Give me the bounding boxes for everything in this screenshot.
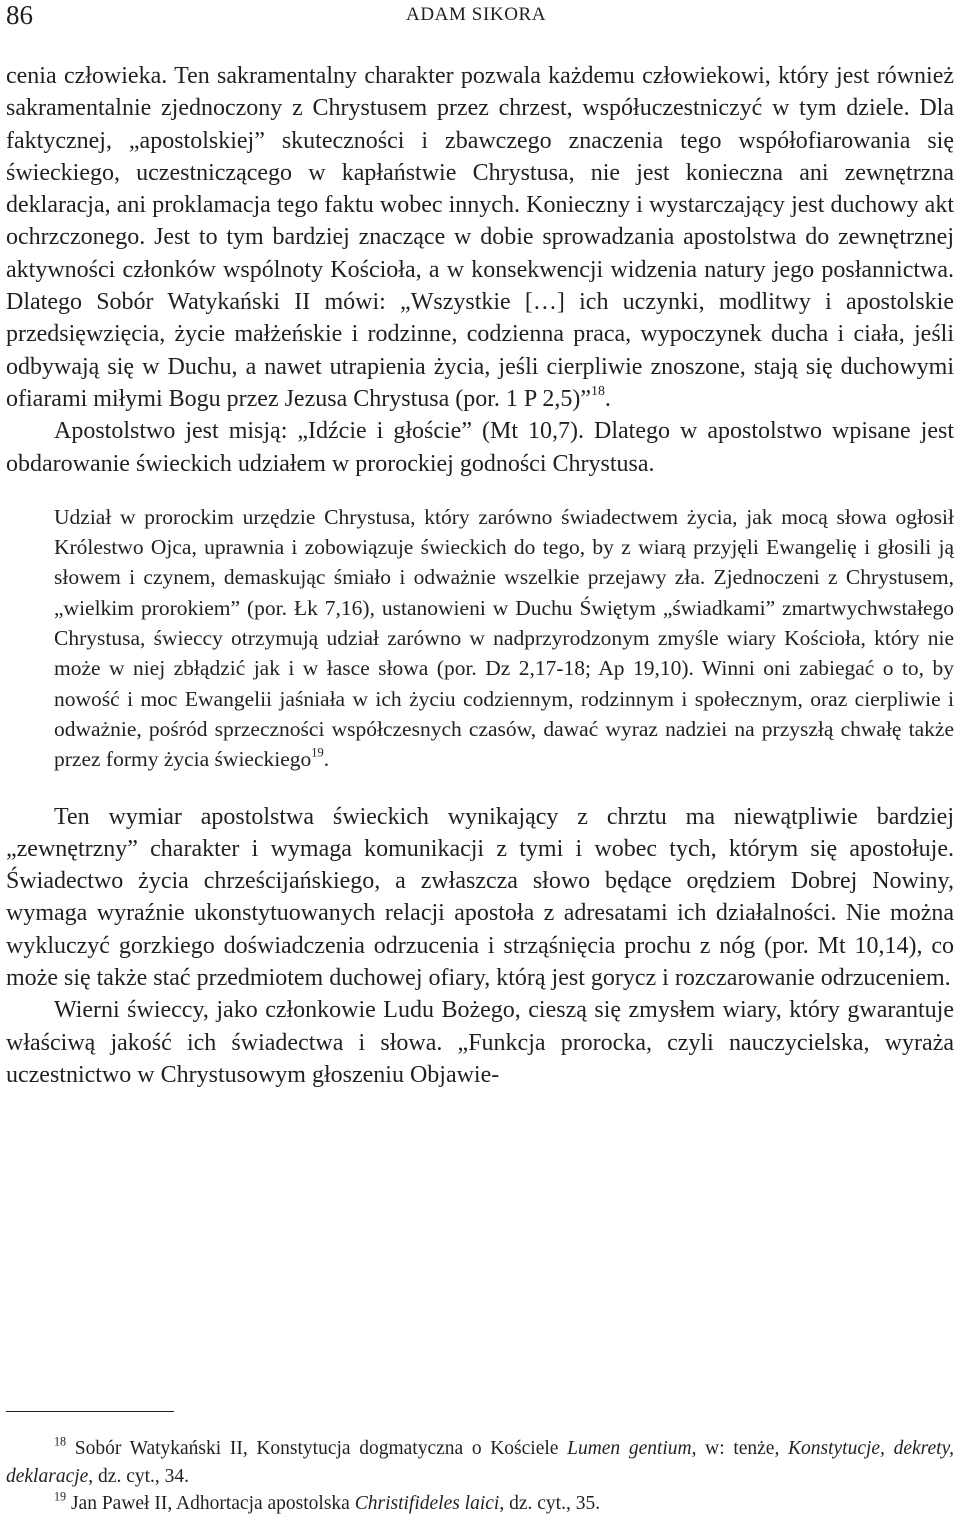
footnote-18-title-2: Konstytucje, dekrety, deklaracje bbox=[6, 1438, 955, 1487]
running-head: ADAM SIKORA bbox=[406, 4, 547, 25]
footnote-ref-19[interactable]: 19 bbox=[311, 745, 324, 760]
page-number: 86 bbox=[6, 0, 33, 30]
paragraph-1: cenia człowieka. Ten sakramentalny charakter pozwala każdemu człowiekowi, który jest również sakramentalnie zjednoczony z Chrystusem przez chrzest, współuczestniczyć w tym dziele. Dla faktycznej, „apostolskiej” skuteczności i zbawczego znaczenia tego współofiarowania się świeckiego, uczestniczącego w kapłaństwie Chrystusa, nie jest konieczna ani zewnętrzna deklaracja, ani proklamacja tego faktu wobec innych. Konieczny i wystarczający jest duchowy akt ochrzczonego. Jest to tym bardziej znaczące w dobie sprowadzania apostolstwa do zewnętrznej aktywności członków wspólnoty Kościoła, a w konsekwencji widzenia natury jego posłannictwa. Dlatego Sobór Watykański II mówi: „Wszystkie […] ich uczynki, modlitwy i apostolskie przedsięwzięcia, życie małżeńskie i rodzinne, codzienna praca, wypoczynek ducha i ciała, jeśli odbywają się w Duchu, a nawet utrapienia życia, jeśli cierpliwie znoszone, stają się duchowymi ofiarami miłymi Bogu przez Jezusa Chrystusa (por. 1 P 2,5)”$^{18}$. bbox=[6, 63, 954, 412]
footnote-19 bbox=[6, 1490, 954, 1518]
paragraph-4: Wierni świeccy, jako członkowie Ludu Bożego, cieszą się zmysłem wiary, który gwarantuje właściwą jakość ich świadectwa i słowa. „Funkcja prorocka, czyli nauczycielska, wyraża uczestnictwo w Chrystusowym głoszeniu Objawie- bbox=[6, 997, 954, 1088]
footnote-18-number: 18 bbox=[54, 1434, 67, 1449]
footnote-18-text-a: Sobór Watykański II, Konstytucja dogmatyczna o Kościele bbox=[74, 1438, 568, 1459]
block-quote-text: Udział w prorockim urzędzie Chrystusa, który zarówno świadectwem życia, jak mocą słowa ogłosił Królestwo Ojca, uprawnia i zobowiązuje świeckich do tego, by z wiarą przyjęli Ewangelię i głosili ją słowem i czynem, demaskując śmiało i odważnie wszelkie przejawy zła. Zjednoczeni z Chrystusem, „wielkim prorokiem” (por. Łk 7,16), ustanowieni w Duchu Świętym „świadkami” zmartwychwstałego Chrystusa, świeccy otrzymują udział zarówno w nadprzyrodzonym zmyśle wiary Kościoła, który nie może w niej zbłądzić jak i w łasce słowa (por. Dz 2,17-18; Ap 19,10). Winni oni zabiegać o to, by nowość i moc Ewangelii jaśniała w ich życiu codziennym, rodzinnym i społecznym, oraz cierpliwie i odważnie, pośród sprzeczności współczesnych czasów, dawać wyraz nadziei na przyszłą chwałę także przez formy życia świeckiego bbox=[54, 504, 954, 772]
paragraph-3: Ten wymiar apostolstwa świeckich wynikający z chrztu ma niewątpliwie bardziej „zewnętrzny” charakter i wymaga komunikacji z tymi i wobec tych, którym się apostołuje. Świadectwo życia chrześcijańskiego, a zwłaszcza słowo będące orędziem Dobrej Nowiny, wymaga wyraźnie ukonstytuowanych relacji apostoła z adresatami ich działalności. Nie można wykluczyć gorzkiego doświadczenia odrzucenia i strząśnięcia prochu z nóg (por. Mt 10,14), co może się także stać przedmiotem duchowej ofiary, którą jest gorycz i rozczarowanie odrzuceniem. bbox=[6, 803, 954, 992]
block-quote: Udział w prorockim urzędzie Chrystusa, który zarówno świadectwem życia, jak mocą słowa ogłosił Królestwo Ojca, uprawnia i zobowiązuje świeckich do tego, by z wiarą przyjęli Ewangelię i głosili ją słowem i czynem, demaskując śmiało i odważnie wszelkie przejawy zła. Zjednoczeni z Chrystusem, „wielkim prorokiem” (por. Łk 7,16), ustanowieni w Duchu Świętym „świadkami” zmartwychwstałego Chrystusa, świeccy otrzymują udział zarówno w nadprzyrodzonym zmyśle wiary Kościoła, który nie może w niej zbłądzić jak i w łasce słowa (por. Dz 2,17-18; Ap 19,10). Winni oni zabiegać o to, by nowość i moc Ewangelii jaśniała w ich życiu codziennym, rodzinnym i społecznym, oraz cierpliwie i odważnie, pośród sprzeczności współczesnych czasów, dawać wyraz nadziei na przyszłą chwałę także przez formy życia świeckiego$^{19}$. bbox=[54, 504, 954, 772]
footnote-18-text-c: , dz. cyt., 34. bbox=[88, 1465, 190, 1487]
footnote-19-text-b: , dz. cyt., 35. bbox=[499, 1493, 601, 1514]
paragraph-2: Apostolstwo jest misją: „Idźcie i głoście” (Mt 10,7). Dlatego w apostolstwo wpisane jest obdarowanie świeckich udziałem w prorockiej godności Chrystusa. bbox=[6, 418, 954, 477]
book-page bbox=[6, 0, 955, 1514]
paragraph-1-text: cenia człowieka. Ten sakramentalny charakter pozwala każdemu człowiekowi, który jest również sakramentalnie zjednoczony z Chrystusem przez chrzest, współuczestniczyć w tym dziele. Dla faktycznej, „apostolskiej” skuteczności i zbawczego znaczenia tego współofiarowania się świeckiego, uczestniczącego w kapłaństwie Chrystusa, nie jest konieczna ani zewnętrzna deklaracja, ani proklamacja tego faktu wobec innych. Konieczny i wystarczający jest duchowy akt ochrzczonego. Jest to tym bardziej znaczące w dobie sprowadzania apostolstwa do zewnętrznej aktywności członków wspólnoty Kościoła, a w konsekwencji widzenia natury jego posłannictwa. Dlatego Sobór Watykański II mówi: „Wszystkie […] ich uczynki, modlitwy i apostolskie przedsięwzięcia, życie małżeńskie i rodzinne, codzienna praca, wypoczynek ducha i ciała, jeśli odbywają się w Duchu, a nawet utrapienia życia, jeśli cierpliwie znoszone, stają się duchowymi ofiarami miłymi Bogu przez Jezusa Chrystusa (por. 1 P 2,5)” bbox=[6, 63, 954, 412]
footnote-separator bbox=[6, 1411, 174, 1412]
footnote-19-text-a: Jan Paweł II, Adhortacja apostolska bbox=[70, 1493, 355, 1514]
footnotes bbox=[6, 1435, 954, 1518]
footnote-18-title: Lumen gentium bbox=[567, 1438, 692, 1459]
footnote-19-title: Christifideles laici bbox=[354, 1493, 500, 1514]
footnote-18 bbox=[6, 1435, 954, 1490]
footnote-19-number: 19 bbox=[54, 1489, 67, 1504]
page-header bbox=[6, 0, 954, 40]
footnote-18-text-b: , w: tenże, bbox=[691, 1438, 788, 1459]
footnote-ref-18[interactable]: 18 bbox=[591, 384, 605, 400]
